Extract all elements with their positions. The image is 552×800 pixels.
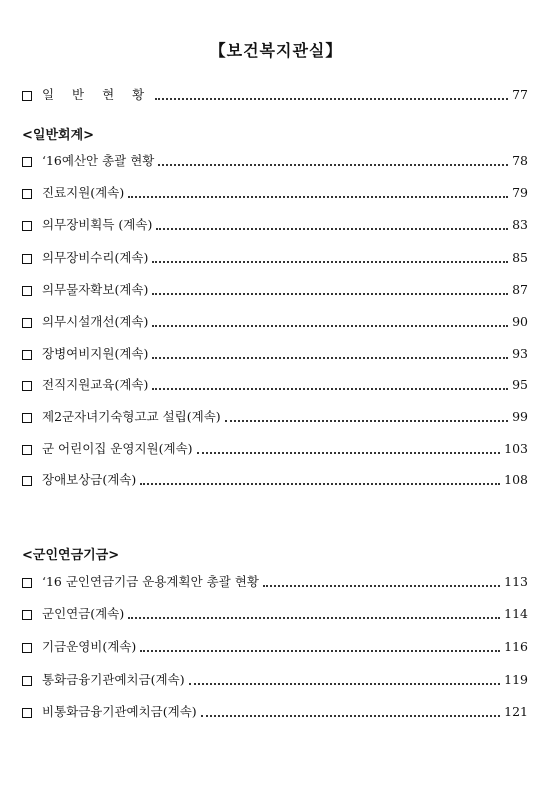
entry-label: 의무물자확보(계속) — [42, 282, 149, 297]
entry-label: ‘16 군인연금기금 운용계획안 총괄 현황 — [42, 574, 259, 589]
checkbox-icon — [22, 254, 32, 264]
toc-entry[interactable] — [20, 184, 528, 202]
dot-leader — [158, 163, 508, 166]
checkbox-icon — [22, 350, 32, 360]
entry-label: 의무시설개선(계속) — [42, 314, 149, 329]
checkbox-icon — [22, 610, 32, 620]
checkbox-icon — [22, 221, 32, 231]
dot-leader — [156, 227, 508, 230]
entry-label: 전직지원교육(계속) — [42, 377, 149, 392]
entry-label: 진료지원(계속) — [42, 185, 125, 200]
entry-label: 의무장비획득 (계속) — [42, 217, 153, 232]
dot-leader — [140, 482, 500, 485]
toc-entry[interactable] — [20, 313, 528, 331]
entry-label: 군인연금(계속) — [42, 606, 125, 621]
entry-page-number: 83 — [512, 217, 528, 232]
toc-entry[interactable] — [20, 440, 528, 458]
entry-page-number: 77 — [512, 87, 528, 102]
entry-page-number: 93 — [512, 346, 528, 361]
checkbox-icon — [22, 318, 32, 328]
checkbox-icon — [22, 643, 32, 653]
entry-label: 장병여비지원(계속) — [42, 346, 149, 361]
dot-leader — [140, 649, 500, 652]
dot-leader — [152, 292, 508, 295]
toc-entry[interactable] — [20, 345, 528, 363]
dot-leader — [155, 97, 508, 100]
checkbox-icon — [22, 91, 32, 101]
entry-page-number: 90 — [512, 314, 528, 329]
entry-page-number: 103 — [504, 441, 528, 456]
checkbox-icon — [22, 286, 32, 296]
entry-page-number: 95 — [512, 377, 528, 392]
dot-leader — [128, 195, 508, 198]
entry-page-number: 121 — [504, 704, 528, 719]
dot-leader — [128, 616, 500, 619]
section-heading-military-pension-fund: <군인연금기금> — [22, 548, 120, 563]
entry-label: 비통화금융기관예치금(계속) — [42, 704, 197, 719]
entry-page-number: 87 — [512, 282, 528, 297]
toc-entry[interactable] — [20, 408, 528, 426]
dot-leader — [225, 419, 508, 422]
entry-label: 통화금융기관예치금(계속) — [42, 672, 185, 687]
toc-entry[interactable] — [20, 152, 528, 170]
checkbox-icon — [22, 157, 32, 167]
entry-page-number: 78 — [512, 153, 528, 168]
checkbox-icon — [22, 381, 32, 391]
checkbox-icon — [22, 413, 32, 423]
checkbox-icon — [22, 445, 32, 455]
entry-page-number: 113 — [504, 574, 528, 589]
entry-label: 일 반 현 황 — [42, 87, 152, 102]
dot-leader — [152, 324, 508, 327]
toc-entry[interactable] — [20, 281, 528, 299]
dot-leader — [201, 714, 500, 717]
entry-page-number: 114 — [504, 606, 528, 621]
entry-label: 제2군자녀기숙형고교 설립(계속) — [42, 409, 221, 424]
toc-entry[interactable] — [20, 605, 528, 623]
page-title: 【보건복지관실】 — [209, 41, 343, 60]
dot-leader — [152, 387, 508, 390]
checkbox-icon — [22, 578, 32, 588]
entry-page-number: 79 — [512, 185, 528, 200]
toc-entry[interactable] — [20, 376, 528, 394]
entry-label: 기금운영비(계속) — [42, 639, 137, 654]
entry-page-number: 108 — [504, 472, 528, 487]
toc-entry-general-status[interactable] — [20, 86, 528, 104]
entry-label: ‘16예산안 총괄 현황 — [42, 153, 155, 168]
checkbox-icon — [22, 189, 32, 199]
checkbox-icon — [22, 708, 32, 718]
checkbox-icon — [22, 476, 32, 486]
toc-entry[interactable] — [20, 573, 528, 591]
dot-leader — [263, 584, 500, 587]
toc-entry[interactable] — [20, 703, 528, 721]
dot-leader — [189, 682, 501, 685]
dot-leader — [152, 260, 508, 263]
toc-entry[interactable] — [20, 249, 528, 267]
entry-page-number: 85 — [512, 250, 528, 265]
entry-page-number: 116 — [504, 639, 528, 654]
entry-page-number: 119 — [504, 672, 528, 687]
section-heading-general-account: <일반회계> — [22, 128, 95, 143]
entry-label: 장애보상금(계속) — [42, 472, 137, 487]
dot-leader — [197, 451, 501, 454]
entry-label: 군 어린이집 운영지원(계속) — [42, 441, 193, 456]
checkbox-icon — [22, 676, 32, 686]
entry-page-number: 99 — [512, 409, 528, 424]
toc-entry[interactable] — [20, 671, 528, 689]
toc-entry[interactable] — [20, 216, 528, 234]
entry-label: 의무장비수리(계속) — [42, 250, 149, 265]
toc-entry[interactable] — [20, 638, 528, 656]
toc-entry[interactable] — [20, 471, 528, 489]
dot-leader — [152, 356, 508, 359]
